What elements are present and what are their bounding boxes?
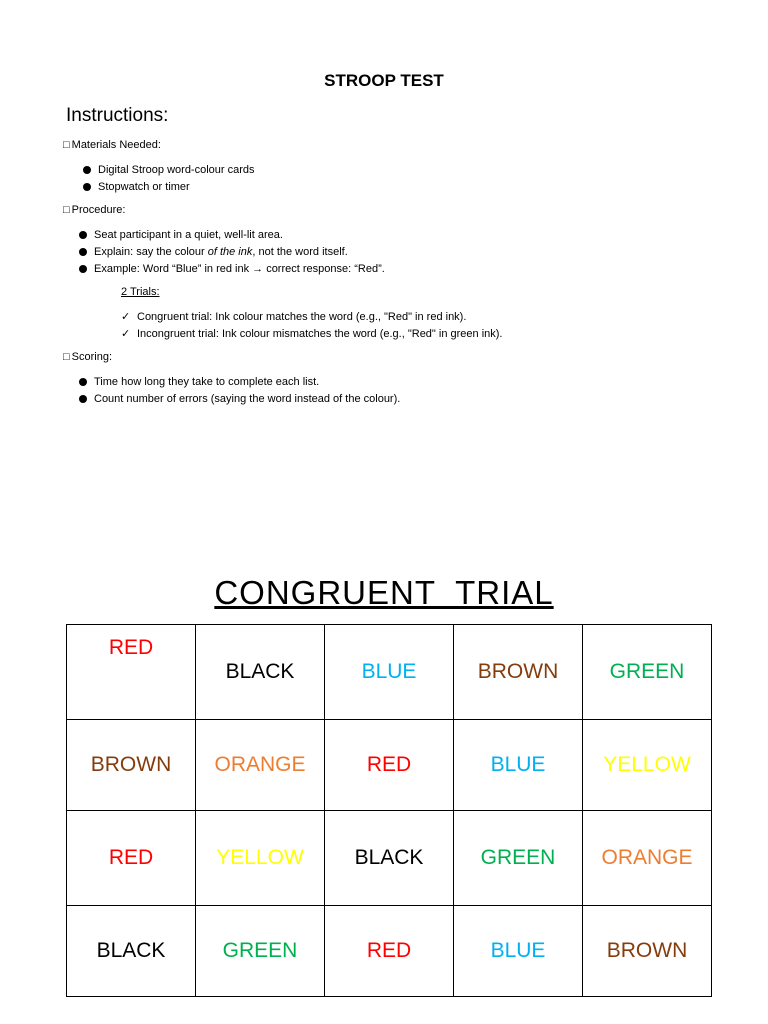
color-word-brown: BROWN [606,939,688,962]
box-icon: □ [63,204,70,216]
list-item-text: Seat participant in a quiet, well-lit area. [94,229,283,241]
bullet-icon [79,248,87,256]
check-icon: ✓ [121,311,131,323]
scoring-list [79,374,400,408]
color-word-black: BLACK [354,846,424,869]
list-item [79,244,385,261]
table-row [67,811,712,906]
color-word-black: BLACK [225,660,295,683]
materials-heading-label: Materials Needed: [71,139,161,151]
table-cell [325,906,454,997]
color-word-red: RED [366,753,412,776]
scoring-heading [63,351,112,363]
trials-heading: 2 Trials: [121,286,160,298]
color-word-blue: BLUE [361,660,417,683]
list-item-emphasis: of the ink [207,246,253,258]
page-title: STROOP TEST [324,71,444,90]
table-cell [583,811,712,906]
procedure-heading-label: Procedure: [71,204,126,216]
materials-heading [63,139,161,151]
table-cell [325,625,454,720]
table-cell [454,811,583,906]
color-word-green: GREEN [480,846,556,869]
table-cell [67,906,196,997]
table-cell [454,720,583,811]
table-cell [583,906,712,997]
congruent-trial-grid [66,624,712,997]
list-item [121,309,502,326]
list-item-text: Example: Word “Blue” in red ink → correct response: “Red”. [94,263,385,275]
bullet-icon [79,265,87,273]
table-cell [325,811,454,906]
procedure-list [79,227,385,278]
list-item-text: Count number of errors (saying the word instead of the colour). [94,393,401,405]
color-word-black: BLACK [96,939,166,962]
color-word-green: GREEN [609,660,685,683]
materials-list [83,162,255,196]
table-cell [583,625,712,720]
bullet-icon [79,231,87,239]
list-item [79,391,400,408]
color-word-brown: BROWN [477,660,559,683]
box-icon: □ [63,139,70,151]
list-item-text: Stopwatch or timer [98,181,190,193]
table-row [67,625,712,720]
table-cell [583,720,712,811]
box-icon: □ [63,351,70,363]
list-item-text: Congruent trial: Ink colour matches the word (e.g., "Red" in red ink). [137,311,467,323]
table-cell [454,906,583,997]
bullet-icon [83,183,91,191]
list-item [79,227,385,244]
color-word-yellow: YELLOW [603,753,691,776]
color-word-brown: BROWN [90,753,172,776]
trials-list [121,309,502,343]
table-cell [196,906,325,997]
list-item-text: Digital Stroop word-colour cards [98,164,255,176]
color-word-orange: ORANGE [214,753,306,776]
table-row [67,720,712,811]
color-word-green: GREEN [222,939,298,962]
scoring-heading-label: Scoring: [71,351,113,363]
check-icon: ✓ [121,328,131,340]
color-word-blue: BLUE [490,939,546,962]
table-cell [196,720,325,811]
table-cell [325,720,454,811]
table-cell [67,811,196,906]
congruent-trial-title: CONGRUENT TRIAL [214,574,554,611]
table-cell [196,811,325,906]
bullet-icon [83,166,91,174]
list-item-text: Incongruent trial: Ink colour mismatches the word (e.g., "Red" in green ink). [137,328,503,340]
table-cell [67,625,196,720]
list-item-text-end: , not the word itself. [252,246,348,258]
table-cell [67,720,196,811]
list-item [79,374,400,391]
color-word-red: RED [108,636,154,659]
color-word-red: RED [108,846,154,869]
bullet-icon [79,395,87,403]
table-cell [454,625,583,720]
bullet-icon [79,378,87,386]
list-item [79,261,385,278]
procedure-heading [63,204,125,216]
list-item-text: Explain: say the colour [94,246,208,258]
table-cell [196,625,325,720]
instructions-heading: Instructions: [66,105,169,126]
list-item-text: Time how long they take to complete each list. [94,376,320,388]
list-item [121,326,502,343]
list-item [83,179,255,196]
color-word-yellow: YELLOW [216,846,304,869]
list-item [83,162,255,179]
color-word-blue: BLUE [490,753,546,776]
table-row [67,906,712,997]
color-word-orange: ORANGE [601,846,693,869]
color-word-red: RED [366,939,412,962]
